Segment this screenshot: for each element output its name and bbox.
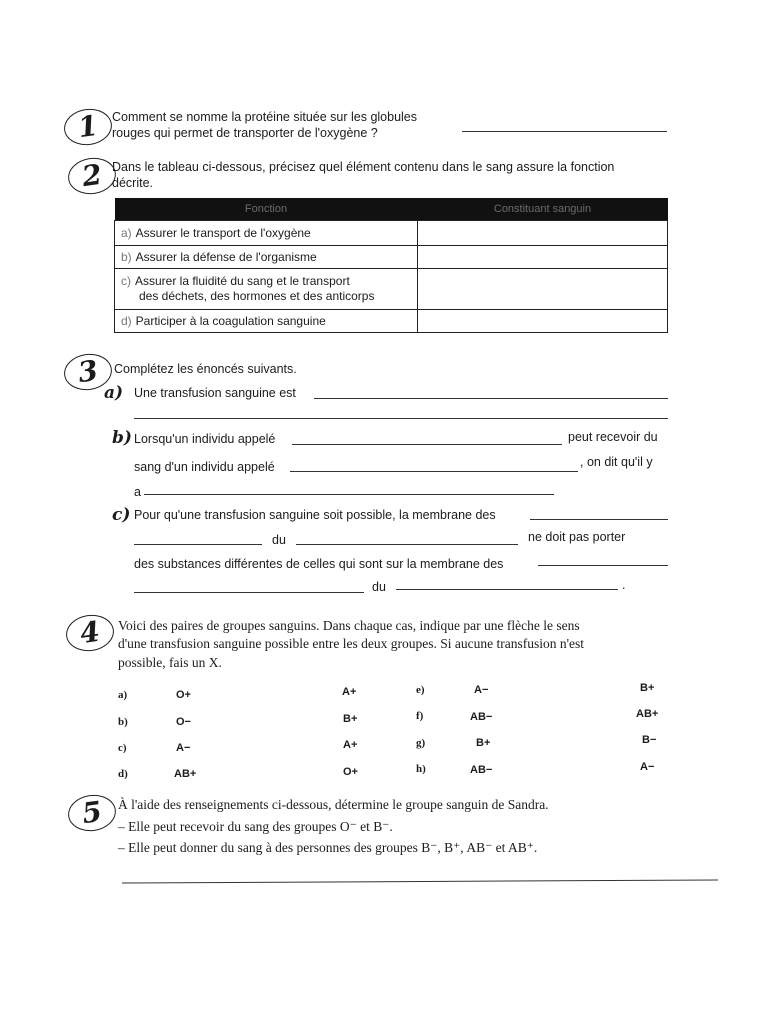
question-1-answer-line[interactable]	[462, 131, 667, 132]
question-3c-blank-6[interactable]	[396, 589, 618, 590]
header-fonction: Fonction	[115, 198, 418, 221]
pair-a-left-group: O+	[176, 689, 191, 701]
pair-g-right-group: B−	[642, 734, 657, 746]
pair-b-right-group: B+	[343, 713, 358, 725]
pair-g-left-group: B+	[476, 737, 491, 749]
question-3b-blank-2[interactable]	[290, 471, 578, 472]
pair-f-left-group: AB−	[470, 711, 493, 723]
table-row	[115, 221, 668, 246]
question-3c-text2: ne doit pas porter	[528, 530, 626, 544]
question-3c-label: c)	[112, 505, 131, 525]
pair-a-label: a)	[118, 689, 128, 701]
question-3b-text4: , on dit qu'il y	[580, 455, 653, 469]
question-3a-answer-line[interactable]	[314, 398, 668, 399]
table-row	[115, 269, 668, 310]
row-letter: d)	[121, 314, 132, 328]
question-3c-text3: des substances différentes de celles qui sont sur la membrane des	[134, 557, 504, 571]
question-3c-du-2: du	[372, 580, 386, 594]
pair-c-label: c)	[118, 742, 127, 754]
question-3c-blank-2[interactable]	[134, 544, 262, 545]
question-2-text-line1: Dans le tableau ci-dessous, précisez quel élément contenu dans le sang assure la fonction	[112, 160, 615, 174]
table-row	[115, 310, 668, 333]
row-letter: c)	[121, 274, 131, 288]
answer-cell[interactable]	[418, 269, 668, 310]
question-5-answer-line[interactable]	[122, 879, 718, 883]
pair-h-left-group: AB−	[470, 764, 493, 776]
function-cell	[115, 310, 418, 333]
function-text: Assurer le transport de l'oxygène	[135, 226, 311, 240]
question-3-number: 3	[62, 351, 115, 393]
question-1-text-line1: Comment se nomme la protéine située sur les globules	[112, 110, 418, 124]
pair-c-right-group: A+	[343, 739, 358, 751]
question-5-bullet-1: – Elle peut recevoir du sang des groupes O⁻ et B⁻.	[118, 819, 393, 834]
question-3b-blank-3[interactable]	[144, 494, 554, 495]
question-3c-end: .	[622, 578, 626, 592]
pair-h-right-group: A−	[640, 761, 655, 773]
pair-b-label: b)	[118, 716, 128, 728]
function-text: Assurer la défense de l'organisme	[135, 250, 317, 264]
question-5-text: À l'aide des renseignements ci-dessous, détermine le groupe sanguin de Sandra.	[118, 797, 549, 812]
question-3a-answer-line-2[interactable]	[134, 418, 668, 419]
pair-e-left-group: A−	[474, 684, 489, 696]
question-3b-blank-1[interactable]	[292, 444, 562, 445]
function-cell	[115, 246, 418, 269]
question-5-number: 5	[66, 792, 119, 834]
question-3c-blank-1[interactable]	[530, 519, 668, 520]
pair-e-label: e)	[416, 684, 425, 696]
question-3b-text2: peut recevoir du	[568, 430, 658, 444]
question-3c-blank-3[interactable]	[296, 544, 518, 545]
table-row	[115, 246, 668, 269]
question-3c-blank-4[interactable]	[538, 565, 668, 566]
question-3a-label: a)	[104, 383, 124, 403]
function-text: Participer à la coagulation sanguine	[135, 314, 326, 328]
function-text: Assurer la fluidité du sang et le transport	[135, 274, 350, 288]
header-constituant: Constituant sanguin	[418, 198, 668, 221]
function-table-header	[115, 198, 668, 221]
question-3b-text5: a	[134, 485, 141, 499]
pair-c-left-group: A−	[176, 742, 191, 754]
pair-d-label: d)	[118, 768, 128, 780]
question-5-bullet-2: – Elle peut donner du sang à des personnes des groupes B⁻, B⁺, AB⁻ et AB⁺.	[118, 840, 538, 855]
question-3b-text1: Lorsqu'un individu appelé	[134, 432, 276, 446]
question-1-number: 1	[62, 106, 115, 148]
row-letter: a)	[121, 226, 132, 240]
pair-e-right-group: B+	[640, 682, 655, 694]
question-3c-text1: Pour qu'une transfusion sanguine soit possible, la membrane des	[134, 508, 496, 522]
question-4-text-line3: possible, fais un X.	[118, 655, 222, 670]
question-3a-text: Une transfusion sanguine est	[134, 386, 296, 400]
answer-cell[interactable]	[418, 246, 668, 269]
question-2-text-line2: décrite.	[112, 176, 153, 190]
question-4-text-line1: Voici des paires de groupes sanguins. Dans chaque cas, indique par une flèche le sens	[118, 618, 580, 633]
question-3-intro: Complétez les énoncés suivants.	[114, 362, 297, 376]
question-3b-label: b)	[112, 428, 132, 448]
pair-f-label: f)	[416, 710, 424, 722]
pair-b-left-group: O−	[176, 716, 191, 728]
pair-h-label: h)	[416, 763, 426, 775]
question-4-number: 4	[64, 612, 117, 654]
function-cell	[115, 269, 418, 310]
question-3b-text3: sang d'un individu appelé	[134, 460, 275, 474]
pair-a-right-group: A+	[342, 686, 357, 698]
pair-d-left-group: AB+	[174, 768, 197, 780]
function-text-line2: des déchets, des hormones et des anticorps	[139, 289, 375, 303]
question-3c-du: du	[272, 533, 286, 547]
row-letter: b)	[121, 250, 132, 264]
question-2-number: 2	[66, 155, 119, 197]
pair-f-right-group: AB+	[636, 708, 659, 720]
question-1-text-line2: rouges qui permet de transporter de l'oxygène ?	[112, 126, 378, 140]
pair-d-right-group: O+	[343, 766, 358, 778]
question-3c-blank-5[interactable]	[134, 592, 364, 593]
pair-g-label: g)	[416, 737, 426, 749]
answer-cell[interactable]	[418, 310, 668, 333]
function-table	[114, 198, 668, 333]
function-cell	[115, 221, 418, 246]
answer-cell[interactable]	[418, 221, 668, 246]
question-4-text-line2: d'une transfusion sanguine possible entre les deux groupes. Si aucune transfusion n'est	[118, 636, 585, 651]
